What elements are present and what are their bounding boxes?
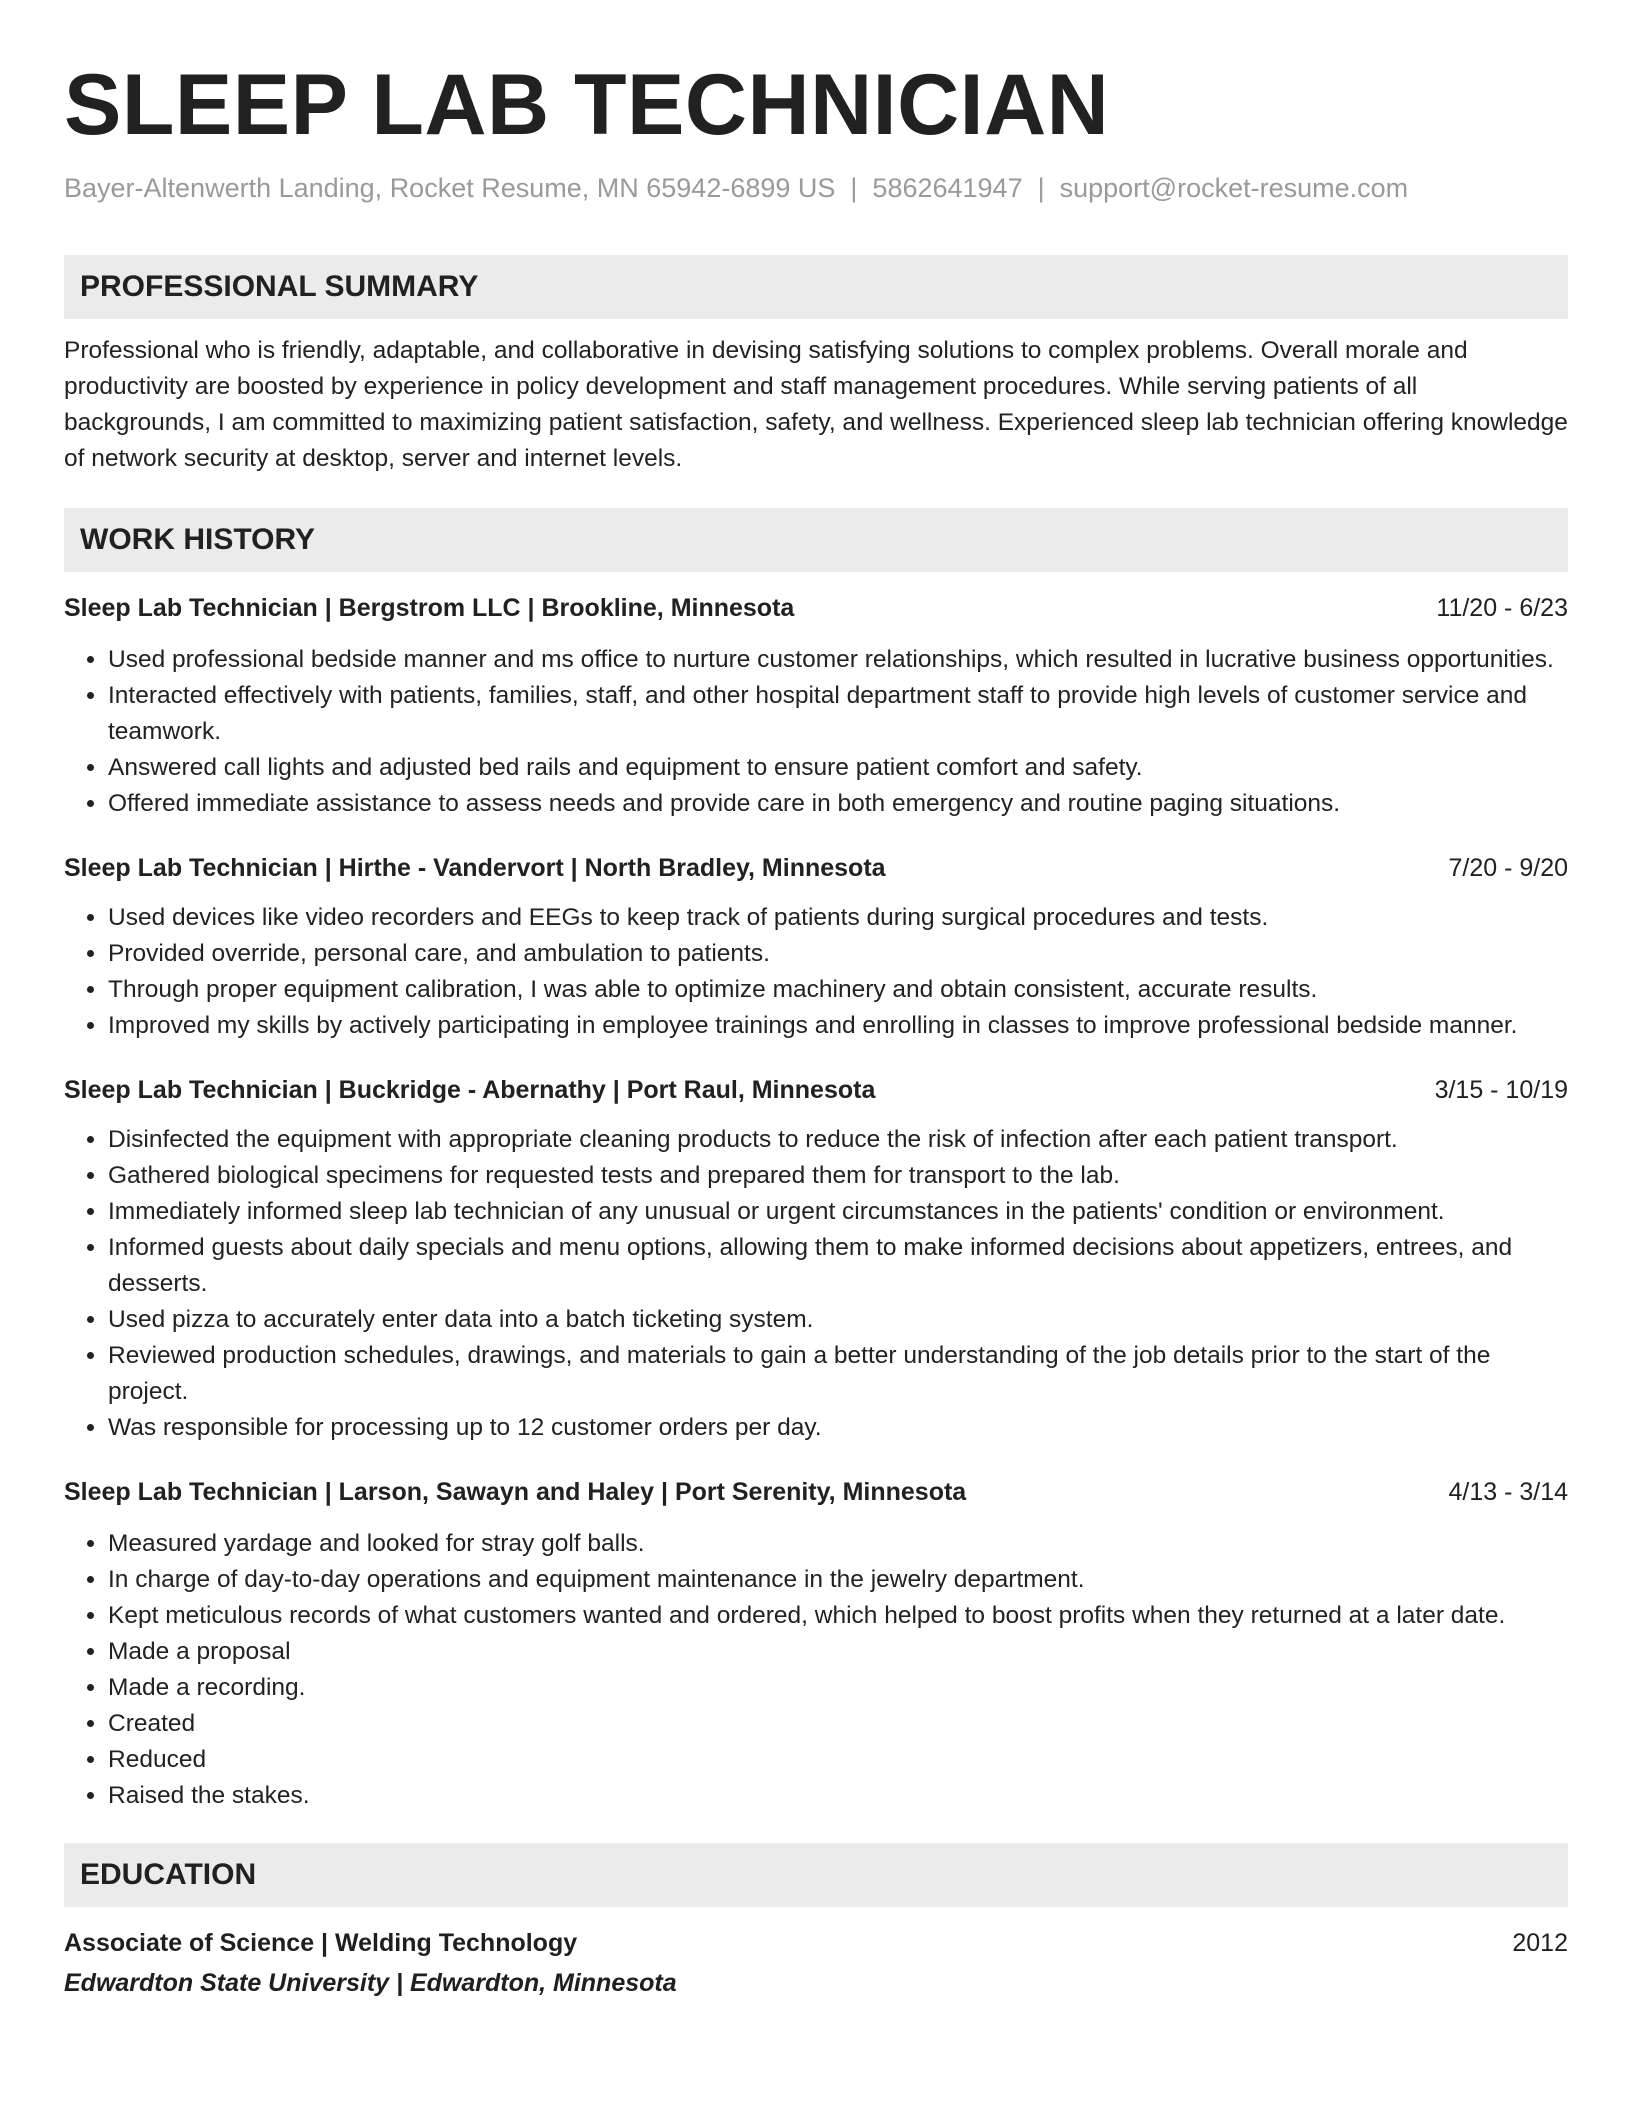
job-bullet: • Raised the stakes. bbox=[108, 1778, 1568, 1814]
job-bullet: • Gathered biological specimens for requested tests and prepared them for transport to the lab. bbox=[108, 1158, 1568, 1194]
education-degree: Associate of Science | Welding Technology bbox=[64, 1929, 578, 1958]
job-bullet: • Disinfected the equipment with appropriate cleaning products to reduce the risk of infection after each patient transport. bbox=[108, 1122, 1568, 1158]
job-bullet: • Reduced bbox=[108, 1742, 1568, 1778]
job-bullets bbox=[64, 1526, 1568, 1814]
job-entry bbox=[64, 590, 1568, 822]
contact-line bbox=[64, 172, 1568, 204]
job-dates: 4/13 - 3/14 bbox=[1448, 1478, 1568, 1507]
education-entry bbox=[64, 1925, 1568, 2001]
job-bullet: • Made a proposal bbox=[108, 1634, 1568, 1670]
job-bullet: • Measured yardage and looked for stray golf balls. bbox=[108, 1526, 1568, 1562]
section-header-education: EDUCATION bbox=[64, 1843, 1568, 1907]
contact-email: support@rocket-resume.com bbox=[1059, 173, 1409, 203]
contact-separator: | bbox=[850, 173, 858, 203]
job-dates: 3/15 - 10/19 bbox=[1434, 1076, 1568, 1105]
job-header bbox=[64, 1072, 1568, 1108]
job-bullet: • Reviewed production schedules, drawings, and materials to gain a better understanding of the job details prior to the start of the project. bbox=[108, 1338, 1568, 1410]
job-header bbox=[64, 590, 1568, 626]
job-bullet: • Kept meticulous records of what customers wanted and ordered, which helped to boost profits when they returned at a later date. bbox=[108, 1598, 1568, 1634]
job-bullets bbox=[64, 642, 1568, 822]
job-bullet: • Improved my skills by actively participating in employee trainings and enrolling in classes to improve professional bedside manner. bbox=[108, 1008, 1568, 1044]
job-title: Sleep Lab Technician | Bergstrom LLC | Brookline, Minnesota bbox=[64, 594, 795, 623]
job-title: Sleep Lab Technician | Hirthe - Vandervort | North Bradley, Minnesota bbox=[64, 854, 886, 883]
job-bullet: • Immediately informed sleep lab technician of any unusual or urgent circumstances in the patients' condition or environment. bbox=[108, 1194, 1568, 1230]
job-bullet: • Through proper equipment calibration, I was able to optimize machinery and obtain consistent, accurate results. bbox=[108, 972, 1568, 1008]
job-bullet: • Informed guests about daily specials and menu options, allowing them to make informed decisions about appetizers, entrees, and desserts. bbox=[108, 1230, 1568, 1302]
contact-separator: | bbox=[1037, 173, 1045, 203]
job-bullet: • Used professional bedside manner and ms office to nurture customer relationships, which resulted in lucrative business opportunities. bbox=[108, 642, 1568, 678]
job-bullet: • Provided override, personal care, and ambulation to patients. bbox=[108, 936, 1568, 972]
job-bullet: • Interacted effectively with patients, families, staff, and other hospital department staff to provide high levels of customer service and teamwork. bbox=[108, 678, 1568, 750]
job-entry bbox=[64, 850, 1568, 1044]
job-dates: 7/20 - 9/20 bbox=[1448, 854, 1568, 883]
education-header bbox=[64, 1925, 1568, 1961]
section-header-summary: PROFESSIONAL SUMMARY bbox=[64, 255, 1568, 319]
education-school: Edwardton State University | Edwardton, Minnesota bbox=[64, 1969, 677, 1998]
summary-text: Professional who is friendly, adaptable, and collaborative in devising satisfying solutions to complex problems. Overall morale and productivity are boosted by experience in policy development and staff management procedures. While serving patients of all backgrounds, I am committed to maximizing patient satisfaction, safety, and wellness. Experienced sleep lab technician offering knowledge of network security at desktop, server and internet levels. bbox=[64, 337, 1568, 473]
job-bullet: • Used pizza to accurately enter data into a batch ticketing system. bbox=[108, 1302, 1568, 1338]
job-entry bbox=[64, 1474, 1568, 1814]
resume-name: SLEEP LAB TECHNICIAN bbox=[64, 57, 1110, 153]
job-bullet: • Was responsible for processing up to 12 customer orders per day. bbox=[108, 1410, 1568, 1446]
section-header-work-history: WORK HISTORY bbox=[64, 508, 1568, 572]
job-bullet: • Used devices like video recorders and EEGs to keep track of patients during surgical procedures and tests. bbox=[108, 900, 1568, 936]
job-title: Sleep Lab Technician | Larson, Sawayn and Haley | Port Serenity, Minnesota bbox=[64, 1478, 967, 1507]
job-bullets bbox=[64, 1122, 1568, 1446]
job-bullet: • Offered immediate assistance to assess needs and provide care in both emergency and routine paging situations. bbox=[108, 786, 1568, 822]
job-bullet: • In charge of day-to-day operations and equipment maintenance in the jewelry department. bbox=[108, 1562, 1568, 1598]
job-entry bbox=[64, 1072, 1568, 1446]
job-title: Sleep Lab Technician | Buckridge - Abernathy | Port Raul, Minnesota bbox=[64, 1076, 876, 1105]
job-bullet: • Answered call lights and adjusted bed rails and equipment to ensure patient comfort and safety. bbox=[108, 750, 1568, 786]
contact-address: Bayer-Altenwerth Landing, Rocket Resume, MN 65942-6899 US bbox=[64, 173, 836, 203]
job-bullets bbox=[64, 900, 1568, 1044]
job-dates: 11/20 - 6/23 bbox=[1436, 594, 1568, 623]
job-bullet: • Made a recording. bbox=[108, 1670, 1568, 1706]
job-header bbox=[64, 1474, 1568, 1510]
education-year: 2012 bbox=[1512, 1929, 1568, 1958]
job-header bbox=[64, 850, 1568, 886]
job-bullet: • Created bbox=[108, 1706, 1568, 1742]
contact-phone: 5862641947 bbox=[872, 173, 1023, 203]
